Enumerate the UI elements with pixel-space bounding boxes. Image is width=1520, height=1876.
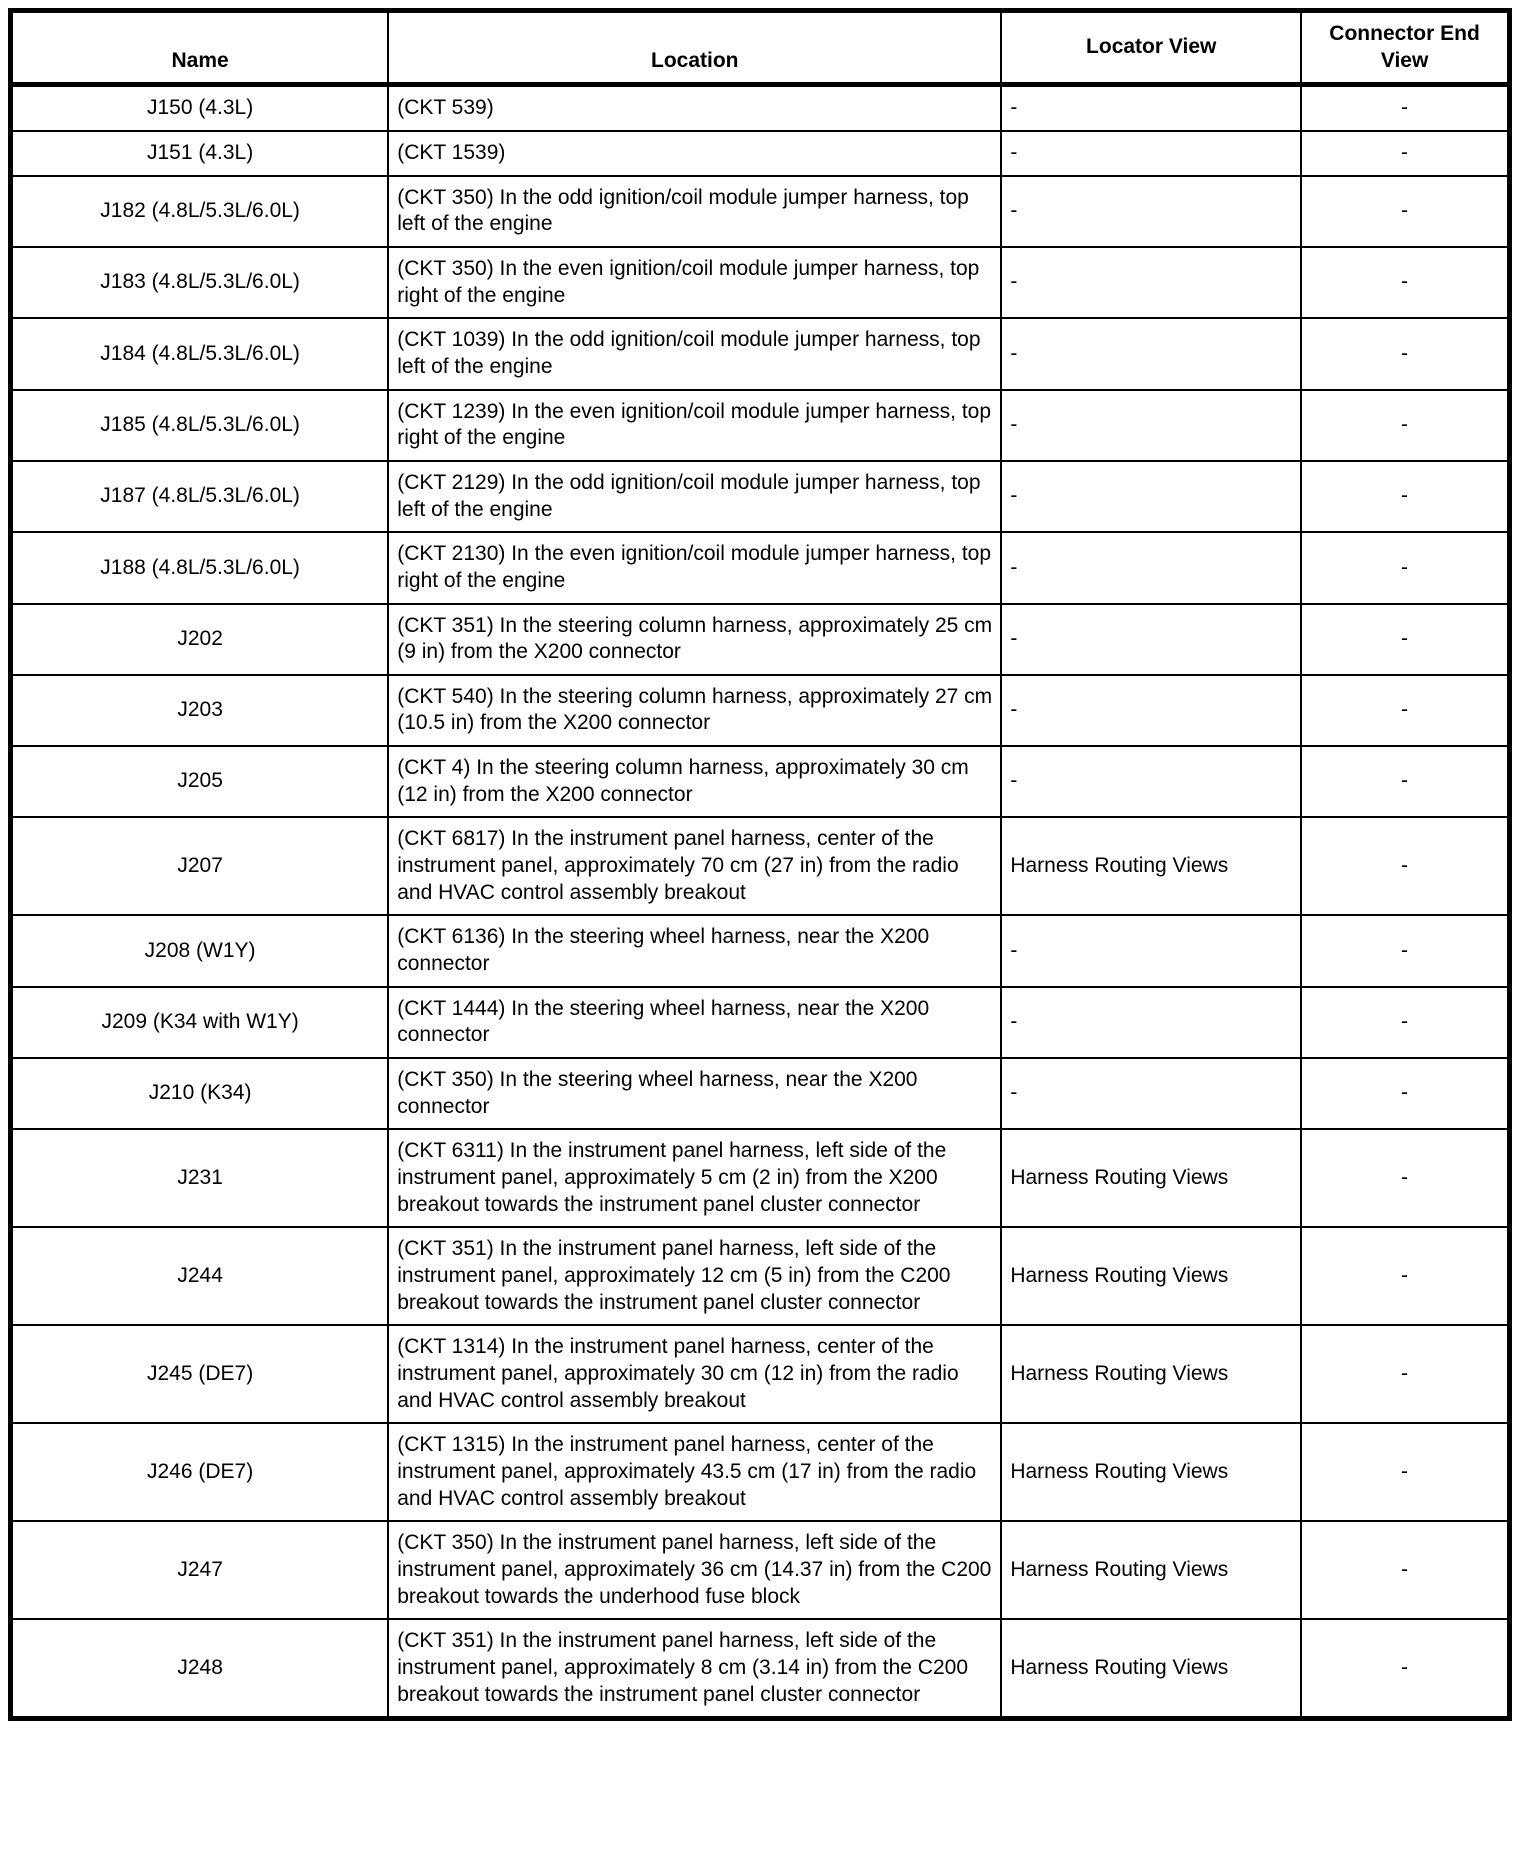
name-cell: J184 (4.8L/5.3L/6.0L) <box>11 318 389 389</box>
location-cell: (CKT 4) In the steering column harness, approximately 30 cm (12 in) from the X200 connector <box>388 746 1001 817</box>
table-row <box>11 131 1510 176</box>
connector-end-view-cell: - <box>1301 461 1509 532</box>
locator-view-cell: - <box>1001 604 1301 675</box>
locator-view-cell: - <box>1001 390 1301 461</box>
table-row <box>11 1129 1510 1227</box>
location-cell: (CKT 1039) In the odd ignition/coil module jumper harness, top left of the engine <box>388 318 1001 389</box>
locator-view-cell: - <box>1001 247 1301 318</box>
name-cell: J187 (4.8L/5.3L/6.0L) <box>11 461 389 532</box>
location-cell: (CKT 1444) In the steering wheel harness, near the X200 connector <box>388 987 1001 1058</box>
name-cell: J209 (K34 with W1Y) <box>11 987 389 1058</box>
location-cell: (CKT 350) In the even ignition/coil module jumper harness, top right of the engine <box>388 247 1001 318</box>
table-row <box>11 1423 1510 1521</box>
table-row <box>11 461 1510 532</box>
location-cell: (CKT 6136) In the steering wheel harness, near the X200 connector <box>388 915 1001 986</box>
locator-view-cell: Harness Routing Views <box>1001 1423 1301 1521</box>
table-row <box>11 675 1510 746</box>
name-cell: J208 (W1Y) <box>11 915 389 986</box>
column-header-connector-end-view: Connector End View <box>1301 11 1509 85</box>
connector-end-view-cell: - <box>1301 85 1509 131</box>
name-cell: J202 <box>11 604 389 675</box>
name-cell: J185 (4.8L/5.3L/6.0L) <box>11 390 389 461</box>
table-row <box>11 1521 1510 1619</box>
connector-end-view-cell: - <box>1301 604 1509 675</box>
column-header-locator-view: Locator View <box>1001 11 1301 85</box>
connector-end-view-cell: - <box>1301 176 1509 247</box>
table-row <box>11 746 1510 817</box>
location-cell: (CKT 1239) In the even ignition/coil module jumper harness, top right of the engine <box>388 390 1001 461</box>
table-row <box>11 390 1510 461</box>
locator-view-cell: - <box>1001 675 1301 746</box>
name-cell: J244 <box>11 1227 389 1325</box>
locator-view-cell: - <box>1001 461 1301 532</box>
connector-end-view-cell: - <box>1301 987 1509 1058</box>
connector-end-view-cell: - <box>1301 915 1509 986</box>
connector-jumper-table <box>8 8 1512 1721</box>
table-row <box>11 176 1510 247</box>
locator-view-cell: Harness Routing Views <box>1001 1227 1301 1325</box>
name-cell: J246 (DE7) <box>11 1423 389 1521</box>
header-row <box>11 11 1510 85</box>
name-cell: J150 (4.3L) <box>11 85 389 131</box>
connector-end-view-cell: - <box>1301 1227 1509 1325</box>
location-cell: (CKT 350) In the steering wheel harness, near the X200 connector <box>388 1058 1001 1129</box>
connector-end-view-cell: - <box>1301 390 1509 461</box>
table-row <box>11 604 1510 675</box>
name-cell: J231 <box>11 1129 389 1227</box>
location-cell: (CKT 351) In the steering column harness, approximately 25 cm (9 in) from the X200 connector <box>388 604 1001 675</box>
location-cell: (CKT 350) In the odd ignition/coil module jumper harness, top left of the engine <box>388 176 1001 247</box>
location-cell: (CKT 2130) In the even ignition/coil module jumper harness, top right of the engine <box>388 532 1001 603</box>
name-cell: J183 (4.8L/5.3L/6.0L) <box>11 247 389 318</box>
name-cell: J188 (4.8L/5.3L/6.0L) <box>11 532 389 603</box>
name-cell: J151 (4.3L) <box>11 131 389 176</box>
locator-view-cell: - <box>1001 532 1301 603</box>
location-cell: (CKT 350) In the instrument panel harness, left side of the instrument panel, approximately 36 cm (14.37 in) from the C200 breakout towards the underhood fuse block <box>388 1521 1001 1619</box>
connector-end-view-cell: - <box>1301 1619 1509 1718</box>
connector-end-view-cell: - <box>1301 131 1509 176</box>
connector-end-view-cell: - <box>1301 1521 1509 1619</box>
connector-end-view-cell: - <box>1301 1129 1509 1227</box>
location-cell: (CKT 1315) In the instrument panel harness, center of the instrument panel, approximately 43.5 cm (17 in) from the radio and HVAC control assembly breakout <box>388 1423 1001 1521</box>
name-cell: J247 <box>11 1521 389 1619</box>
locator-view-cell: Harness Routing Views <box>1001 1619 1301 1718</box>
locator-view-cell: - <box>1001 1058 1301 1129</box>
locator-view-cell: - <box>1001 746 1301 817</box>
connector-end-view-cell: - <box>1301 1423 1509 1521</box>
table-row <box>11 532 1510 603</box>
table-row <box>11 987 1510 1058</box>
connector-end-view-cell: - <box>1301 247 1509 318</box>
location-cell: (CKT 6311) In the instrument panel harness, left side of the instrument panel, approximately 5 cm (2 in) from the X200 breakout towards the instrument panel cluster connector <box>388 1129 1001 1227</box>
connector-end-view-cell: - <box>1301 675 1509 746</box>
column-header-name: Name <box>11 11 389 85</box>
location-cell: (CKT 2129) In the odd ignition/coil module jumper harness, top left of the engine <box>388 461 1001 532</box>
name-cell: J182 (4.8L/5.3L/6.0L) <box>11 176 389 247</box>
connector-end-view-cell: - <box>1301 1325 1509 1423</box>
table-row <box>11 1619 1510 1718</box>
name-cell: J210 (K34) <box>11 1058 389 1129</box>
name-cell: J207 <box>11 817 389 915</box>
location-cell: (CKT 539) <box>388 85 1001 131</box>
location-cell: (CKT 351) In the instrument panel harness, left side of the instrument panel, approximately 8 cm (3.14 in) from the C200 breakout towards the instrument panel cluster connector <box>388 1619 1001 1718</box>
locator-view-cell: - <box>1001 318 1301 389</box>
location-cell: (CKT 540) In the steering column harness, approximately 27 cm (10.5 in) from the X200 connector <box>388 675 1001 746</box>
table-row <box>11 85 1510 131</box>
location-cell: (CKT 1314) In the instrument panel harness, center of the instrument panel, approximately 30 cm (12 in) from the radio and HVAC control assembly breakout <box>388 1325 1001 1423</box>
table-row <box>11 1227 1510 1325</box>
connector-end-view-cell: - <box>1301 318 1509 389</box>
location-cell: (CKT 1539) <box>388 131 1001 176</box>
locator-view-cell: - <box>1001 987 1301 1058</box>
table-row <box>11 915 1510 986</box>
name-cell: J248 <box>11 1619 389 1718</box>
locator-view-cell: - <box>1001 176 1301 247</box>
locator-view-cell: Harness Routing Views <box>1001 1521 1301 1619</box>
table-row <box>11 318 1510 389</box>
table-row <box>11 1325 1510 1423</box>
name-cell: J245 (DE7) <box>11 1325 389 1423</box>
locator-view-cell: - <box>1001 85 1301 131</box>
connector-end-view-cell: - <box>1301 532 1509 603</box>
table-row <box>11 817 1510 915</box>
locator-view-cell: Harness Routing Views <box>1001 1325 1301 1423</box>
location-cell: (CKT 6817) In the instrument panel harness, center of the instrument panel, approximately 70 cm (27 in) from the radio and HVAC control assembly breakout <box>388 817 1001 915</box>
connector-end-view-cell: - <box>1301 817 1509 915</box>
connector-end-view-cell: - <box>1301 746 1509 817</box>
column-header-location: Location <box>388 11 1001 85</box>
locator-view-cell: - <box>1001 131 1301 176</box>
name-cell: J205 <box>11 746 389 817</box>
location-cell: (CKT 351) In the instrument panel harness, left side of the instrument panel, approximately 12 cm (5 in) from the C200 breakout towards the instrument panel cluster connector <box>388 1227 1001 1325</box>
table-row <box>11 1058 1510 1129</box>
name-cell: J203 <box>11 675 389 746</box>
locator-view-cell: Harness Routing Views <box>1001 1129 1301 1227</box>
connector-end-view-cell: - <box>1301 1058 1509 1129</box>
table-row <box>11 247 1510 318</box>
locator-view-cell: Harness Routing Views <box>1001 817 1301 915</box>
locator-view-cell: - <box>1001 915 1301 986</box>
